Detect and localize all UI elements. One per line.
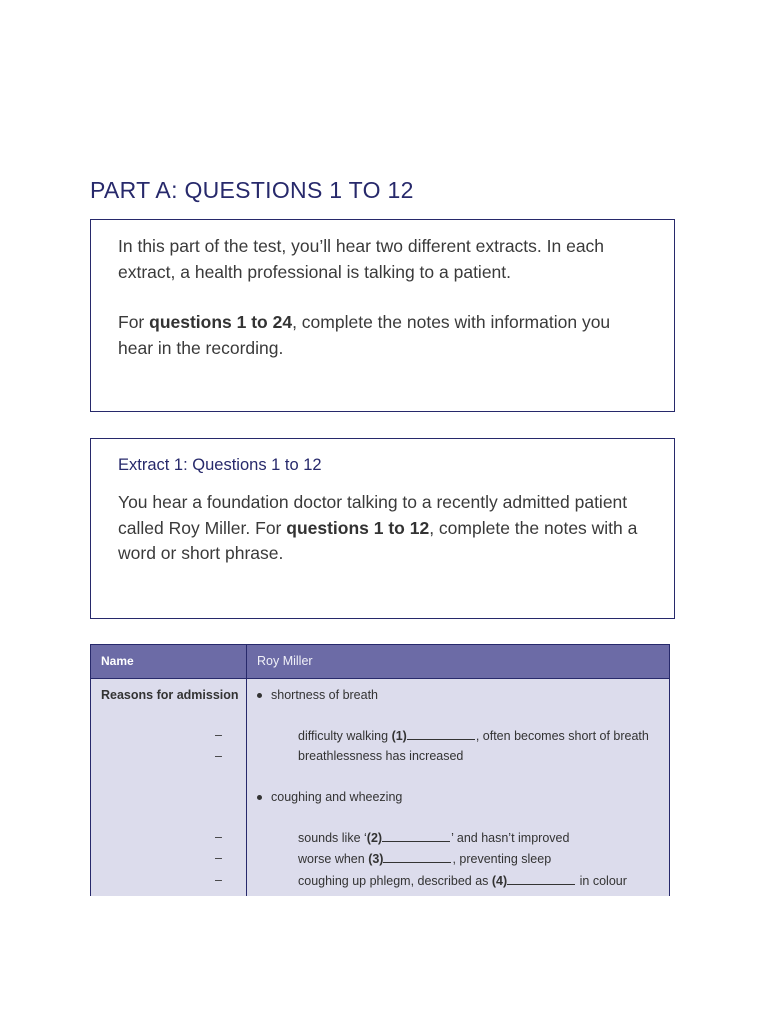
question-number: (3) — [368, 852, 384, 866]
note-text: ’ and hasn’t improved — [451, 831, 570, 845]
extract-text-end: , complete the notes with a word or short phrase. — [118, 517, 638, 563]
note-text: , preventing sleep — [452, 852, 552, 866]
note-text: sounds like ‘ — [298, 831, 367, 845]
bullet-shortness-of-breath: shortness of breath — [271, 688, 379, 702]
instructions-text-end: , complete the notes with information you hear in the recording. — [118, 312, 611, 358]
extract-text-start: You hear a foundation doctor talking to a recently admitted patient called Roy Miller. For — [118, 492, 628, 538]
name-label: Name — [101, 654, 134, 668]
note-text: in colour — [576, 874, 627, 888]
table-header-row — [91, 645, 669, 679]
instructions-paragraph: In this part of the test, you’ll hear two different extracts. In each extract, a health professional is talking to a patient. — [118, 236, 605, 282]
dash-marker: – — [215, 830, 222, 844]
instructions-box — [90, 219, 675, 412]
answer-blank-1[interactable] — [407, 728, 475, 740]
page-title: PART A: QUESTIONS 1 TO 12 — [90, 177, 414, 203]
column-divider — [246, 645, 247, 896]
note-text: coughing up phlegm, described as — [298, 874, 492, 888]
question-number: (2) — [366, 831, 383, 845]
question-number: (4) — [491, 874, 508, 888]
reasons-label: Reasons for admission — [101, 688, 239, 702]
note-text: difficulty walking — [298, 729, 392, 743]
name-value: Roy Miller — [257, 654, 313, 668]
note-line-q1 — [298, 728, 649, 743]
extract-question-range: questions 1 to 12 — [286, 517, 430, 538]
bullet-icon — [257, 693, 262, 698]
note-line-q4 — [298, 873, 627, 888]
answer-blank-2[interactable] — [382, 830, 450, 842]
instructions-questions-paragraph — [118, 310, 644, 361]
dash-marker: – — [215, 749, 222, 763]
dash-marker: – — [215, 873, 222, 887]
question-number: (1) — [391, 729, 407, 743]
extract-description — [118, 490, 644, 567]
bullet-icon — [257, 795, 262, 800]
notes-table — [90, 644, 670, 896]
note-text: worse when — [298, 852, 369, 866]
answer-blank-4[interactable] — [507, 873, 575, 885]
note-text: , often becomes short of breath — [475, 729, 649, 743]
instructions-question-range: questions 1 to 24 — [149, 312, 293, 332]
dash-marker: – — [215, 851, 222, 865]
extract-title: Extract 1: Questions 1 to 12 — [118, 456, 322, 474]
extract-box — [90, 438, 675, 619]
note-line-q2 — [298, 830, 569, 845]
answer-blank-3[interactable] — [383, 851, 451, 863]
bullet-coughing-wheezing: coughing and wheezing — [271, 790, 403, 804]
note-line-q3 — [298, 851, 551, 866]
dash-marker: – — [215, 728, 222, 742]
instructions-text-start: For — [118, 312, 150, 332]
note-line-breathlessness: breathlessness has increased — [298, 749, 464, 763]
